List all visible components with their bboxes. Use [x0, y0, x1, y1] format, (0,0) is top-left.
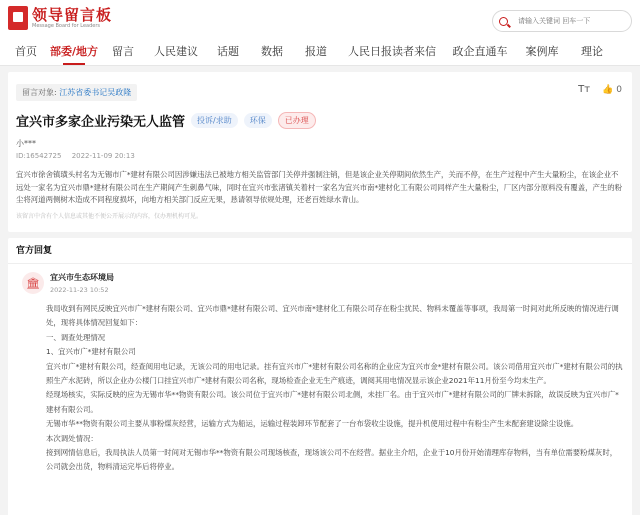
government-building-icon: 🏛 [22, 272, 44, 294]
nav-item[interactable]: 人民建议 [154, 44, 198, 58]
thumbs-up-icon[interactable]: 👍 [602, 84, 614, 95]
message-body: 宜兴市徐舍镇璜头村名为无锡市广*建材有限公司因涉嫌违法已被地方相关监管部门关停并强制注销，但是该企业关停期间依然生产，关而不停，在生产过程中产生大量粉尘，在该企业不远处一家名为宜兴市鼎*建材有限公司在生产期间产生刺鼻气味，同时在宜兴市张渚镇关着村一家名为宜兴市南*建材化工有限公司同样产生大量粉尘，厂区内部分原料没有覆盖，产生的粉尘将河道两侧树木造成不同程度损坏，向地方相关部门反应无果，恳请领导依规处理，还老百姓绿水青山。 [16, 170, 623, 205]
message-target-value[interactable]: 江苏省委书记吴政隆 [59, 88, 132, 97]
like-count: 0 [616, 84, 622, 95]
search-icon[interactable] [499, 17, 508, 26]
message-card [8, 72, 632, 232]
reply-paragraph: 经现场核实，实际反映的应为无锡市华**物资有限公司。该公司位于宜兴市广*建材有限公司北侧，未挂厂名。由于宜兴市广*建材有限公司的厂牌未拆除，故误反映为宜兴市广*建材有限公司。 [46, 390, 619, 414]
reply-heading: 官方回复 [8, 238, 632, 264]
message-id: ID:16542725 [16, 152, 62, 160]
font-size-icon[interactable]: Tт [578, 84, 591, 95]
nav-item[interactable]: 理论 [581, 44, 603, 58]
nav-item[interactable]: 留言 [112, 44, 134, 58]
nav-item[interactable]: 话题 [217, 44, 239, 58]
search-input[interactable] [518, 17, 625, 25]
nav-item[interactable]: 数据 [261, 44, 283, 58]
reply-time: 2022-11-23 10:52 [50, 286, 109, 294]
reply-org: 宜兴市生态环境局 [50, 273, 114, 282]
nav-item[interactable]: 政企直通车 [452, 44, 508, 58]
nav-item[interactable]: 人民日报读者来信 [348, 44, 436, 58]
logo-title: 领导留言板 [32, 5, 113, 24]
search-box[interactable] [492, 10, 632, 32]
reply-paragraph: 宜兴市广*建材有限公司，经查阅用电记录，无该公司的用电记录。挂有宜兴市广*建材有限公司名称的企业应为宜兴市金*建材有限公司。该公司借用宜兴市广*建材有限公司的执照生产水泥砖，所以企业办公楼门口挂宜兴市广*建材有限公司名称，现场检查企业无生产痕迹，调阅其用电情况显示该企业2021年11月份至今均未生产。 [46, 361, 623, 386]
nav-item[interactable]: 案例库 [525, 44, 559, 58]
message-tools [578, 84, 622, 95]
message-user: 小*** [16, 139, 36, 148]
logo-icon [8, 6, 28, 30]
reply-paragraph: 一、调查处理情况 [46, 332, 106, 342]
reply-paragraph: 1、宜兴市广*建材有限公司 [46, 347, 136, 357]
reply-paragraph: 无锡市华**物资有限公司主要从事粉煤灰经营，运输方式为船运，运输过程装卸环节配套了一台布袋收尘设施，提升机使用过程中有粉尘产生未配套建设除尘设施。 [46, 419, 579, 429]
top-header [0, 0, 640, 38]
main-nav [0, 38, 640, 66]
reply-paragraph: 接到网情信息后，我局执法人员第一时间对无锡市华**物资有限公司现场核查，现场该公司不在经营。据业主介绍，企业于10月份开始清理库存物料，当有单位需要粉煤灰时，公司就会出货，物料清运完毕后将停业。 [46, 448, 618, 472]
reply-card [8, 238, 632, 515]
site-logo[interactable] [8, 6, 112, 30]
reply-paragraph: 我局收到有网民反映宜兴市广*建材有限公司、宜兴市鼎*建材有限公司、宜兴市南*建材化工有限公司存在粉尘扰民、物料未覆盖等事项，我局第一时间对此所反映的情况进行调处，现将具体情况回复如下： [46, 304, 619, 328]
tag-category[interactable]: 投诉/求助 [191, 113, 238, 128]
privacy-note: 该留言中含有个人信息或其他不便公开展示的内容，仅办理机构可见。 [16, 212, 203, 220]
message-time: 2022-11-09 20:13 [71, 152, 135, 160]
reply-paragraph: 本次调处情况： [46, 433, 98, 443]
tag-field[interactable]: 环保 [244, 113, 272, 128]
logo-subtitle: Message Board for Leaders [32, 22, 101, 29]
message-target: 留言对象: 江苏省委书记吴政隆 [16, 84, 137, 101]
status-badge: 已办理 [278, 112, 316, 129]
message-title: 宜兴市多家企业污染无人监管 [16, 115, 186, 130]
reply-body [46, 302, 624, 475]
nav-item[interactable]: 部委/地方 [48, 38, 100, 66]
message-meta [16, 152, 624, 160]
nav-item[interactable]: 报道 [305, 44, 327, 58]
nav-item[interactable]: 首页 [15, 44, 37, 58]
